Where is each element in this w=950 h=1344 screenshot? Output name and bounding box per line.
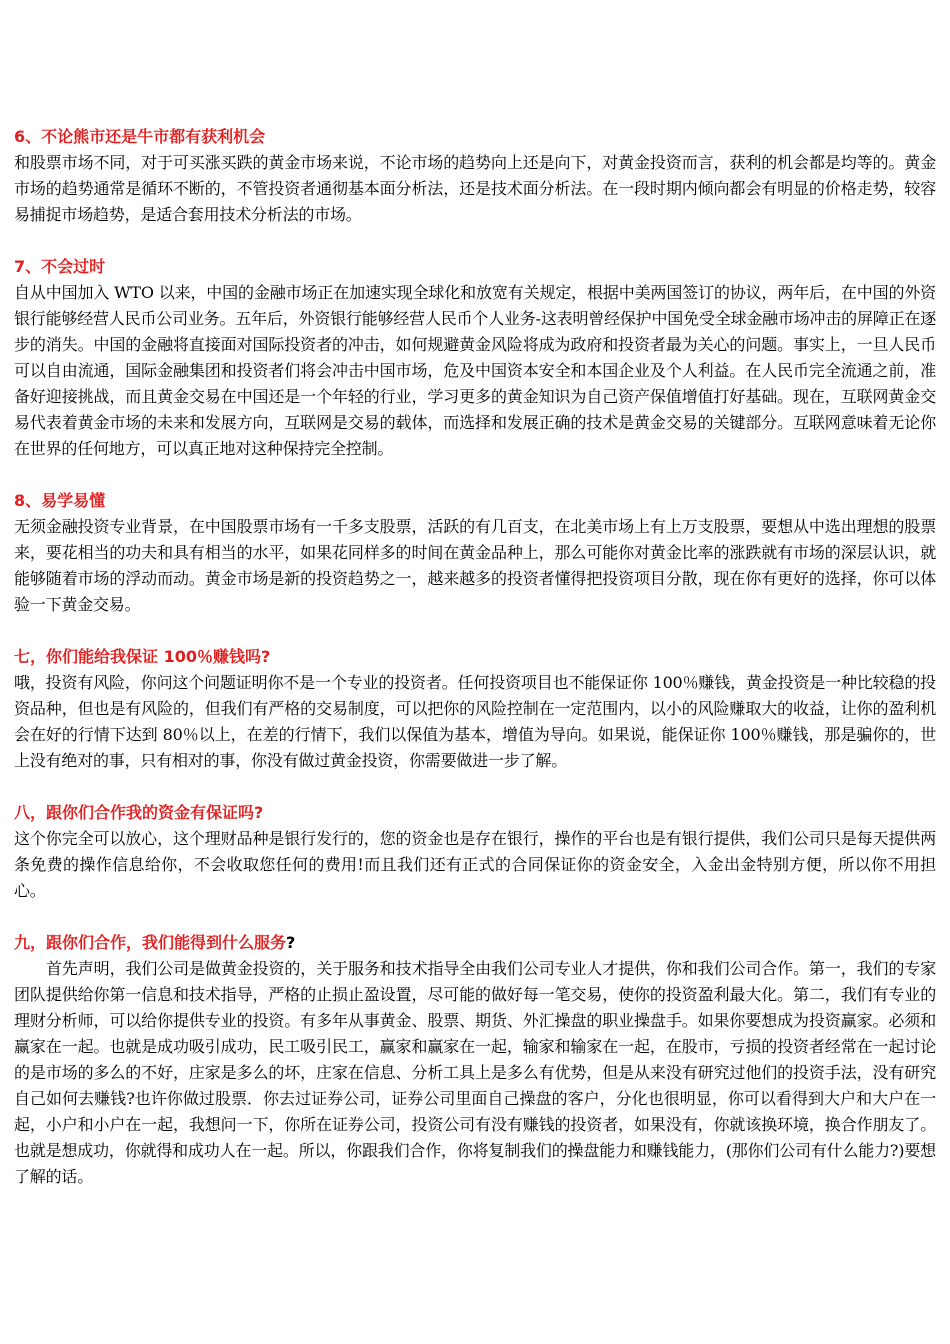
- section-heading: 7、不会过时: [14, 257, 106, 276]
- section-body: 自从中国加入 WTO 以来，中国的金融市场正在加速实现全球化和放宽有关规定，根据中美两国签订的协议，两年后，在中国的外资银行能够经营人民币公司业务。五年后，外资银行能够经营人民币个人业务-这表明曾经保护中国免受全球金融市场冲击的屏障正在逐步的消失。中国的金融将直接面对国际投资者的冲击，如何规避黄金风险将成为政府和投资者最为关心的问题。事实上，一旦人民币可以自由流通，国际金融集团和投资者们将会冲击中国市场，危及中国资本安全和本国企业及个人利益。在人民币完全流通之前，准备好迎接挑战，而且黄金交易在中国还是一个年轻的行业，学习更多的黄金知识为自己资产保值增值打好基础。现在，互联网黄金交易代表着黄金市场的未来和发展方向，互联网是交易的载体，而选择和发展正确的技术是黄金交易的关键部分。互联网意味着无论你在世界的任何地方，可以真正地对这种保持完全控制。: [14, 283, 936, 458]
- section-qa-9: [14, 930, 936, 1190]
- section-body: 无须金融投资专业背景，在中国股票市场有一千多支股票，活跃的有几百支，在北美市场上有上万支股票，要想从中选出理想的股票来，要花相当的功夫和具有相当的水平，如果花同样多的时间在黄金品种上，那么可能你对黄金比率的涨跌就有市场的深层认识，就能够随着市场的浮动而动。黄金市场是新的投资趋势之一，越来越多的投资者懂得把投资项目分散，现在你有更好的选择，你可以体验一下黄金交易。: [14, 517, 936, 614]
- document-page: [14, 124, 936, 1216]
- section-heading-question-mark: ?: [286, 933, 296, 952]
- section-8: [14, 488, 936, 618]
- section-heading: 6、不论熊市还是牛市都有获利机会: [14, 127, 266, 146]
- section-body: 首先声明，我们公司是做黄金投资的，关于服务和技术指导全由我们公司专业人才提供，你和我们公司合作。第一，我们的专家团队提供给你第一信息和技术指导，严格的止损止盈设置，尽可能的做好每一笔交易，使你的投资盈利最大化。第二，我们有专业的理财分析师，可以给你提供专业的投资。有多年从事黄金、股票、期货、外汇操盘的职业操盘手。如果你要想成为投资赢家。必须和赢家在一起。也就是成功吸引成功，民工吸引民工，赢家和赢家在一起，输家和输家在一起，在股市，亏损的投资者经常在一起讨论的是市场的多么的不好，庄家是多么的坏，庄家在信息、分析工具上是多么有优势，但是从来没有研究过他们的投资手法，没有研究自己如何去赚钱?也许你做过股票．你去过证券公司，证券公司里面自己操盘的客户，分化也很明显，你可以看得到大户和大户在一起，小户和小户在一起，我想问一下，你所在证券公司，投资公司有没有赚钱的投资者，如果没有，你就该换环境，换合作朋友了。也就是想成功，你就得和成功人在一起。所以，你跟我们合作，你将复制我们的操盘能力和赚钱能力，(那你们公司有什么能力?)要想了解的话。: [14, 959, 936, 1186]
- section-heading: 八，跟你们合作我的资金有保证吗?: [14, 803, 264, 822]
- section-7: [14, 254, 936, 462]
- section-heading: 七，你们能给我保证 100％赚钱吗?: [14, 647, 271, 666]
- section-heading-text: 九，跟你们合作，我们能得到什么服务: [14, 933, 287, 952]
- section-qa-8: [14, 800, 936, 904]
- section-body: 这个你完全可以放心，这个理财品种是银行发行的，您的资金也是存在银行，操作的平台也是有银行提供，我们公司只是每天提供两条免费的操作信息给你，不会收取您任何的费用!而且我们还有正式的合同保证你的资金安全，入金出金特别方便，所以你不用担心。: [14, 829, 936, 900]
- section-heading: [14, 930, 936, 956]
- section-heading: 8、易学易懂: [14, 491, 106, 510]
- section-qa-7: [14, 644, 936, 774]
- section-body: 和股票市场不同，对于可买涨买跌的黄金市场来说，不论市场的趋势向上还是向下，对黄金投资而言，获利的机会都是均等的。黄金市场的趋势通常是循环不断的，不管投资者通彻基本面分析法，还是技术面分析法。在一段时期内倾向都会有明显的价格走势，较容易捕捉市场趋势，是适合套用技术分析法的市场。: [14, 153, 936, 224]
- section-body: 哦，投资有风险，你问这个问题证明你不是一个专业的投资者。任何投资项目也不能保证你 100％赚钱，黄金投资是一种比较稳的投资品种，但也是有风险的，但我们有严格的交易制度，可以把你的风险控制在一定范围内，以小的风险赚取大的收益，让你的盈利机会在好的行情下达到 80％以上，在差的行情下，我们以保值为基本，增值为导向。如果说，能保证你 100％赚钱，那是骗你的，世上没有绝对的事，只有相对的事，你没有做过黄金投资，你需要做进一步了解。: [14, 673, 936, 770]
- section-6: [14, 124, 936, 228]
